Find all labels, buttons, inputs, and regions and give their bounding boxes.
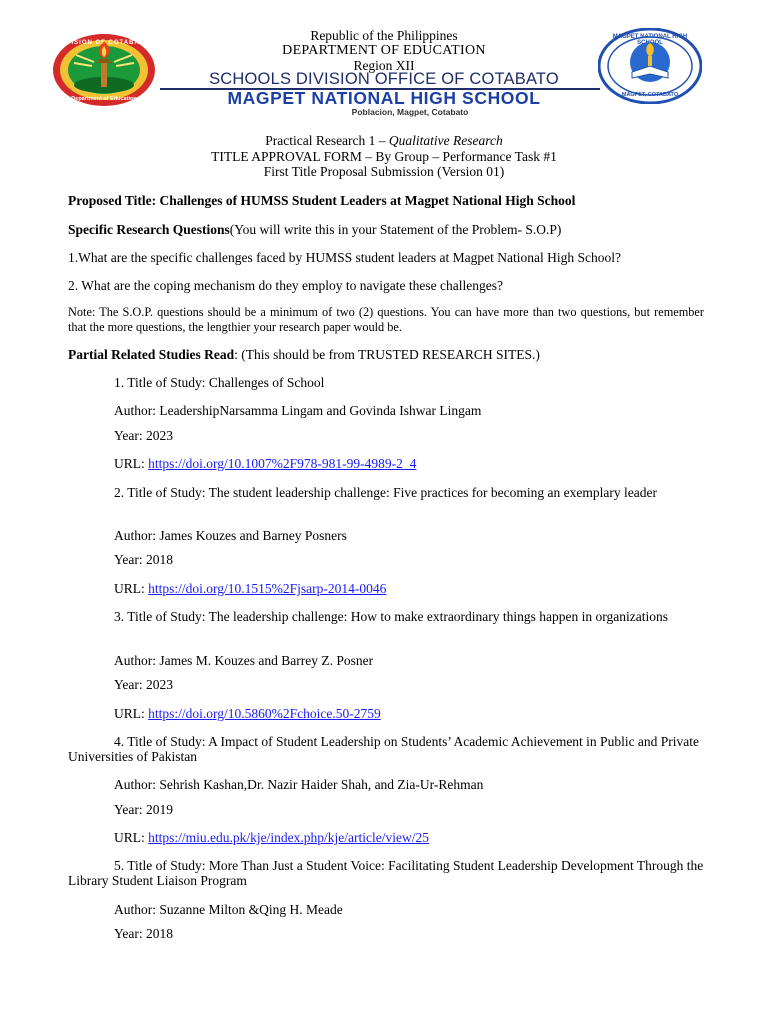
study-2-title: 2. Title of Study: The student leadership challenge: Five practices for becoming an exemplary leader — [114, 485, 657, 500]
srq-label: Specific Research Questions — [68, 222, 230, 237]
study-1-url-line — [114, 456, 416, 471]
study-1-title: 1. Title of Study: Challenges of School — [114, 375, 325, 390]
study-4-url-link[interactable]: https://miu.edu.pk/kje/index.php/kje/article/view/25 — [148, 830, 429, 845]
url-label: URL: — [114, 830, 149, 845]
deped-line: DEPARTMENT OF EDUCATION — [282, 43, 486, 58]
url-label: URL: — [114, 456, 149, 471]
prs-heading — [68, 347, 540, 362]
course-subtitle: Qualitative Research — [388, 133, 503, 148]
study-1-url-link[interactable]: https://doi.org/10.1007%2F978-981-99-4989-2_4 — [148, 456, 417, 471]
study-2-year: Year: 2018 — [114, 552, 174, 567]
course-name: Practical Research 1 – — [265, 133, 389, 148]
republic-line: Republic of the Philippines — [310, 28, 458, 43]
left-seal-bottom-text: Department of Education — [71, 96, 137, 102]
prs-note: : (This should be from TRUSTED RESEARCH SITES.) — [234, 347, 540, 362]
study-4-year: Year: 2019 — [114, 802, 174, 817]
study-5-year: Year: 2018 — [114, 926, 174, 941]
left-seal-top-text: DIVISION OF COTABATO — [58, 40, 150, 46]
srq-heading — [68, 222, 561, 237]
study-3-url-line — [114, 706, 381, 721]
study-4-url-line — [114, 830, 429, 845]
study-3-author: Author: James M. Kouzes and Barrey Z. Posner — [114, 653, 374, 668]
question-1: 1.What are the specific challenges faced by HUMSS student leaders at Magpet National High School? — [68, 250, 621, 265]
study-3-year: Year: 2023 — [114, 677, 174, 692]
study-3-url-link[interactable]: https://doi.org/10.5860%2Fchoice.50-2759 — [148, 706, 381, 721]
right-seal-bottom-text: MAGPET, COTABATO — [621, 92, 679, 98]
question-2: 2. What are the coping mechanism do they employ to navigate these challenges? — [68, 278, 503, 293]
school-address: Poblacion, Magpet, Cotabato — [351, 107, 469, 117]
right-seal-top-text: MAGPET NATIONAL HIGH SCHOOL — [612, 34, 688, 46]
url-label: URL: — [114, 581, 149, 596]
submission-line: First Title Proposal Submission (Version 01) — [263, 164, 505, 179]
division-office-line: SCHOOLS DIVISION OFFICE OF COTABATO — [209, 70, 559, 88]
study-2-url-line — [114, 581, 386, 596]
prs-label: Partial Related Studies Read — [68, 347, 235, 362]
study-5-title: 5. Title of Study: More Than Just a Student Voice: Facilitating Student Leadership Development Through the Library Student Liaison Program — [68, 858, 704, 888]
region-line: Region XII — [353, 58, 415, 73]
study-4-title: 4. Title of Study: A Impact of Student Leadership on Students’ Academic Achievement in Public and Private Universities of Pakistan — [68, 734, 700, 764]
proposed-title: Proposed Title: Challenges of HUMSS Student Leaders at Magpet National High School — [68, 193, 576, 208]
url-label: URL: — [114, 706, 149, 721]
study-2-url-link[interactable]: https://doi.org/10.1515%2Fjsarp-2014-0046 — [148, 581, 387, 596]
course-line — [0, 133, 768, 148]
study-5-author: Author: Suzanne Milton &Qing H. Meade — [114, 902, 343, 917]
study-3-title: 3. Title of Study: The leadership challenge: How to make extraordinary things happen in organizations — [114, 609, 669, 624]
study-2-author: Author: James Kouzes and Barney Posners — [114, 528, 347, 543]
study-4-author: Author: Sehrish Kashan,Dr. Nazir Haider Shah, and Zia-Ur-Rehman — [114, 777, 484, 792]
study-1-year: Year: 2023 — [114, 428, 174, 443]
study-1-author: Author: LeadershipNarsamma Lingam and Govinda Ishwar Lingam — [114, 403, 482, 418]
form-title: TITLE APPROVAL FORM – By Group – Performance Task #1 — [211, 149, 557, 164]
school-name: MAGPET NATIONAL HIGH SCHOOL — [227, 88, 541, 108]
srq-note: (You will write this in your Statement of the Problem- S.O.P) — [229, 222, 562, 237]
sop-note: Note: The S.O.P. questions should be a minimum of two (2) questions. You can have more than two questions, but remember that the more questions, the lengthier your research paper would be. — [68, 305, 704, 334]
